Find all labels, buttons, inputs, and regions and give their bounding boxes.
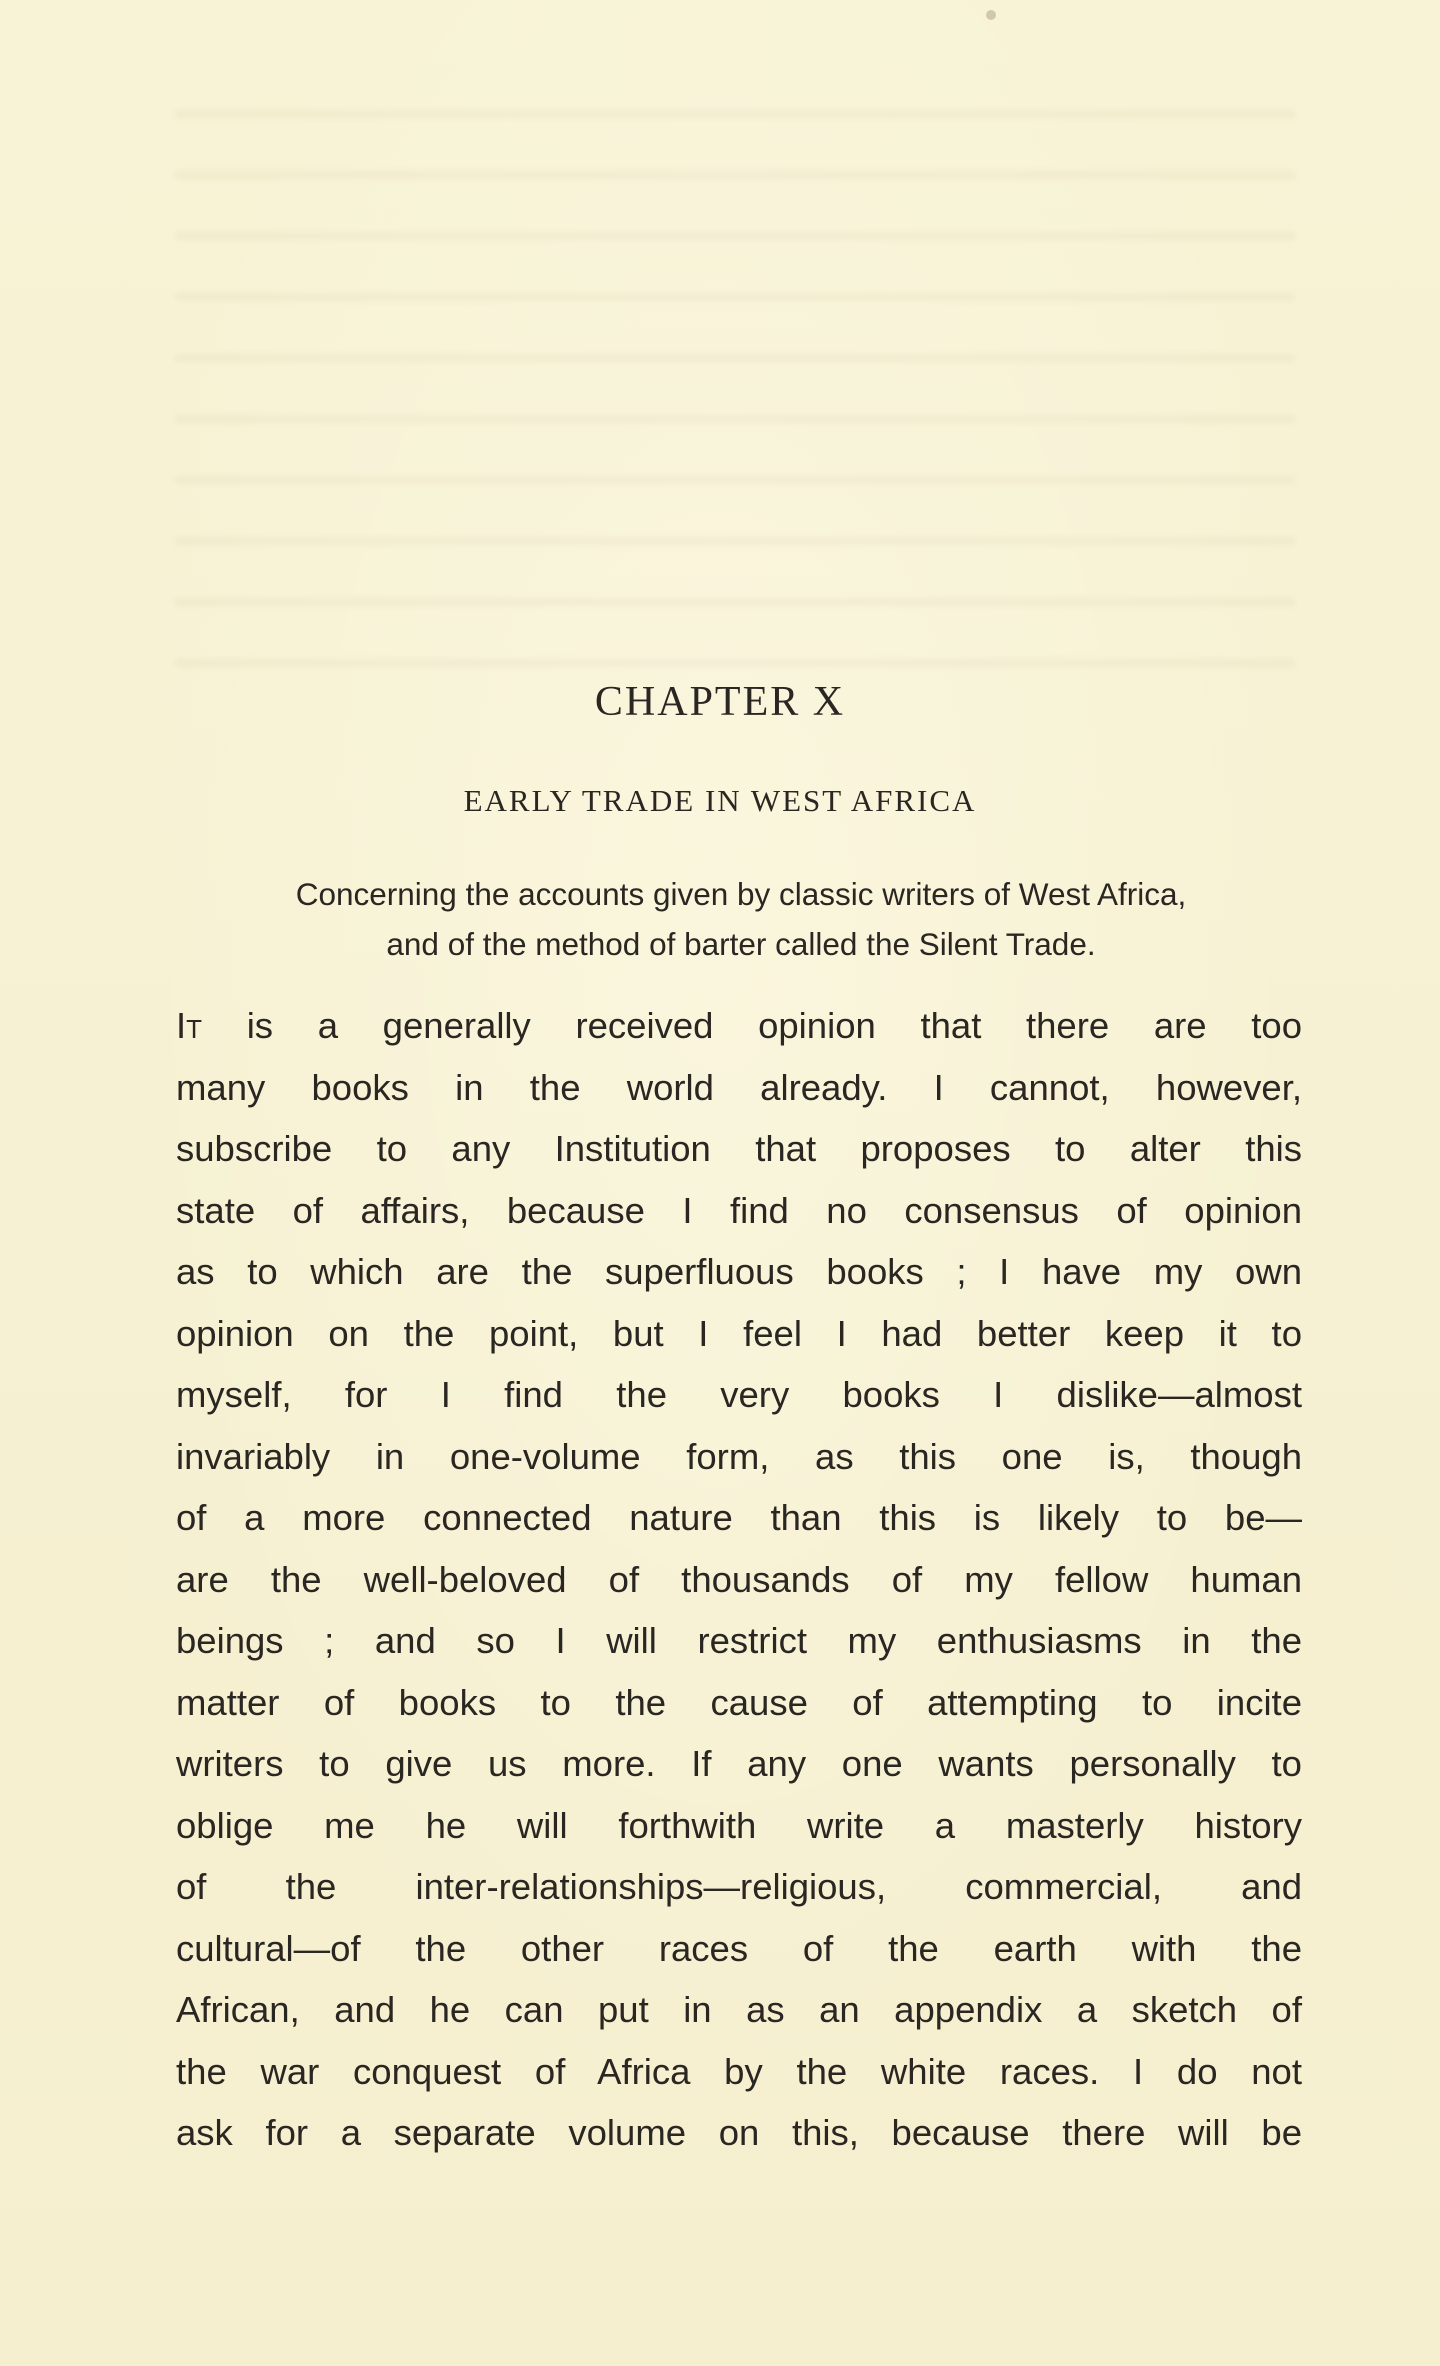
summary-line: and of the method of barter called the Silent Trade. [386,926,1096,962]
body-line [176,2102,1302,2164]
body-line [176,2041,1302,2103]
body-text [176,995,1302,2164]
body-line-text: ask for a separate volume on this, because there will be [176,2112,1302,2153]
body-line-text: are the well-beloved of thousands of my fellow human [176,1558,1302,1600]
chapter-summary [176,869,1306,969]
body-line-text: state of affairs, because I find no consensus of opinion [176,1189,1302,1231]
body-line-text: as to which are the superfluous books ; I have my own [176,1251,1302,1292]
body-line [176,1672,1302,1734]
body-line [176,1610,1302,1672]
body-line-text: subscribe to any Institution that proposes to alter this [176,1128,1302,1169]
body-line-text: of the inter-relationships—religious, commercial, and [176,1866,1302,1907]
body-line [176,1303,1302,1365]
body-line-text: is a generally received opinion that there are too [202,1005,1302,1046]
body-line [176,1979,1302,2041]
body-line [176,1426,1302,1488]
chapter-subtitle: EARLY TRADE IN WEST AFRICA [463,783,977,818]
body-line-text: African, and he can put in as an appendix a sketch of [176,1989,1302,2030]
body-line [176,1856,1302,1918]
body-line [176,1795,1302,1857]
body-line [176,1364,1302,1426]
body-line [176,1180,1302,1242]
body-line [176,1487,1302,1549]
body-line-text: many books in the world already. I cannot, however, [176,1066,1302,1108]
body-line-text: beings ; and so I will restrict my enthusiasms in the [176,1620,1302,1661]
body-line-text: cultural—of the other races of the earth with the [176,1927,1302,1969]
body-line-text: opinion on the point, but I feel I had better keep it to [176,1312,1302,1354]
body-line [176,1918,1302,1980]
lead-word: It [176,1005,203,1046]
chapter-title: CHAPTER X [594,679,846,725]
body-line [176,995,1302,1057]
body-line-text: matter of books to the cause of attempting to incite [176,1681,1302,1723]
body-line-text: myself, for I find the very books I dislike—almost [176,1374,1302,1415]
body-line-text: writers to give us more. If any one wants personally to [176,1743,1302,1784]
summary-line: Concerning the accounts given by classic writers of West Africa, [295,876,1187,912]
paper-speck [986,10,996,20]
body-line-text: the war conquest of Africa by the white races. I do not [176,2050,1302,2092]
body-line-text: of a more connected nature than this is likely to be— [176,1497,1302,1538]
body-line [176,1057,1302,1119]
body-line-text: invariably in one-volume form, as this one is, though [176,1435,1302,1477]
body-line [176,1241,1302,1303]
body-line-text: oblige me he will forthwith write a masterly history [176,1804,1302,1846]
bleed-through-texture [175,70,1295,690]
body-line [176,1118,1302,1180]
body-line [176,1733,1302,1795]
body-line [176,1549,1302,1611]
